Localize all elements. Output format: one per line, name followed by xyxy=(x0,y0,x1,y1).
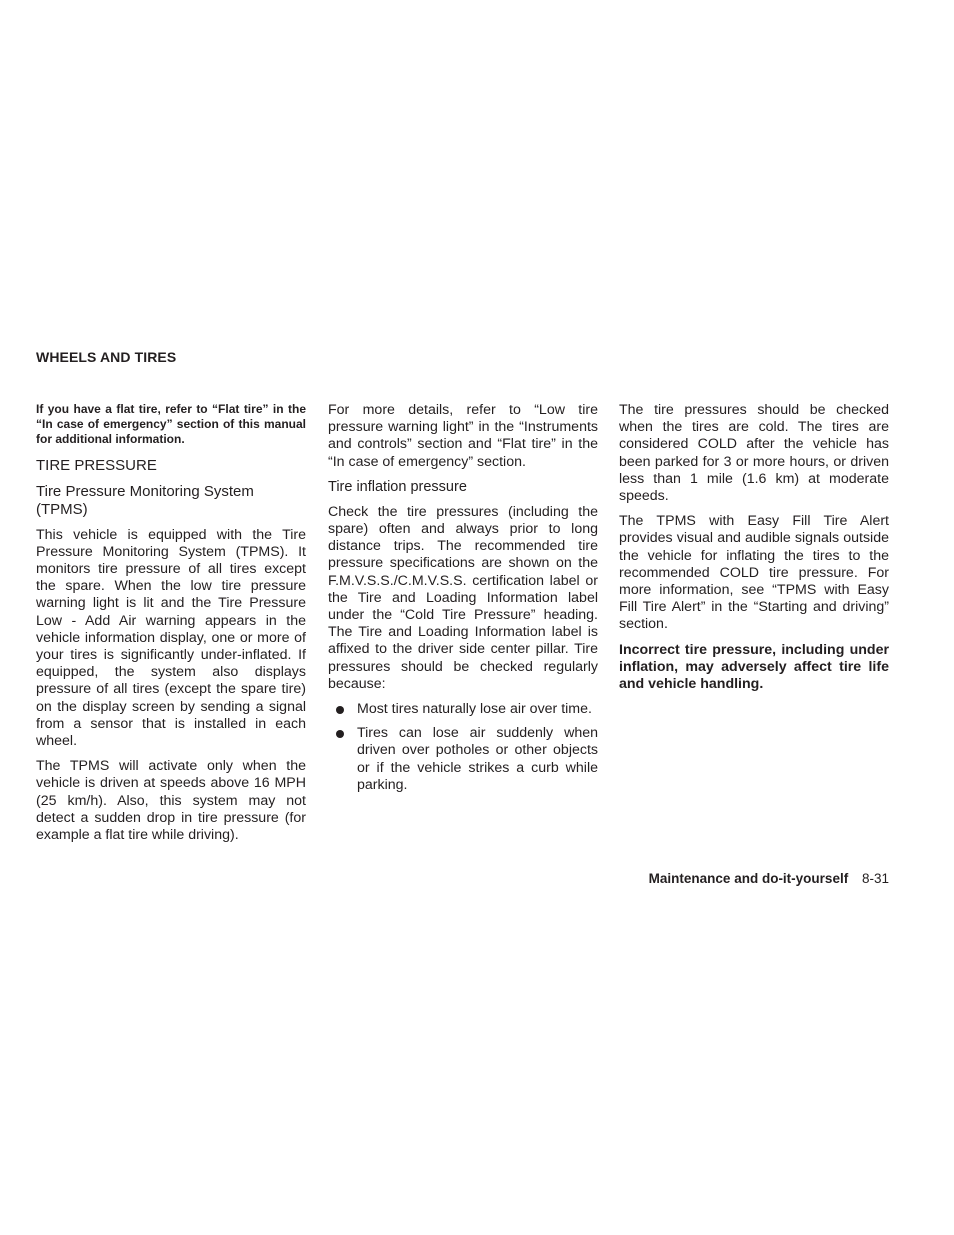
tire-pressure-heading: TIRE PRESSURE xyxy=(36,456,157,474)
flat-tire-note: If you have a flat tire, refer to “Flat tire” in the “In case of emergency” section of this manual for additional information. xyxy=(36,402,306,447)
tpms-heading: Tire Pressure Monitoring System (TPMS) xyxy=(36,482,254,518)
section-title: WHEELS AND TIRES xyxy=(36,349,177,365)
tpms-description-paragraph: This vehicle is equipped with the Tire Pressure Monitoring System (TPMS). It monitors tire pressure of all tires except the spare. When the low tire pressure warning light is lit and the Tire Pressure Low - Add Air warning appears in the vehicle information display, one or more of your tires is significantly under-inflated. If equipped, the system also displays pressure of all tires (except the spare tire) on the display screen by sending a signal from a sensor that is installed in each wheel. xyxy=(36,526,306,750)
column-left xyxy=(36,402,306,852)
incorrect-pressure-warning: Incorrect tire pressure, including under inflation, may adversely affect tire life and vehicle handling. xyxy=(619,641,889,693)
column-middle xyxy=(328,402,598,801)
tpms-activation-paragraph: The TPMS will activate only when the vehicle is driven at speeds above 16 MPH (25 km/h). Also, this system may not detect a sudden drop in tire pressure (for example a flat tire while driving). xyxy=(36,758,306,844)
page-number: 8-31 xyxy=(861,871,889,886)
column-right xyxy=(619,402,889,701)
chapter-title: Maintenance and do-it-yourself xyxy=(648,871,849,886)
tire-inflation-heading: Tire inflation pressure xyxy=(328,478,467,495)
cold-tires-paragraph: The tire pressures should be checked when the tires are cold. The tires are considered COLD after the vehicle has been parked for 3 or more hours, or driven less than 1 mile (1.6 km) at moderate speeds. xyxy=(619,402,889,505)
bullet-icon xyxy=(336,730,344,738)
page-footer xyxy=(649,871,889,886)
bullet-icon xyxy=(336,706,344,714)
reasons-list xyxy=(328,701,598,794)
list-item xyxy=(328,701,598,718)
list-item xyxy=(328,725,598,794)
list-item-text: Tires can lose air suddenly when driven over potholes or other objects or if the vehicle strikes a curb while parking. xyxy=(357,725,598,793)
check-pressure-paragraph: Check the tire pressures (including the spare) often and always prior to long distance trips. The recommended tire pressure specifications are shown on the F.M.V.S.S./C.M.V.S.S. certification label or the Tire and Loading Information label under the “Cold Tire Pressure” heading. The Tire and Loading Information label is affixed to the driver side center pillar. Tire pressures should be checked regularly because: xyxy=(328,503,598,692)
more-details-paragraph: For more details, refer to “Low tire pressure warning light” in the “Instruments and controls” section and “Flat tire” in the “In case of emergency” section. xyxy=(328,402,598,470)
list-item-text: Most tires naturally lose air over time. xyxy=(357,701,592,718)
easy-fill-paragraph: The TPMS with Easy Fill Tire Alert provides visual and audible signals outside the vehicle for inflating the tires to the recommended COLD tire pressure. For more information, see “TPMS with Easy Fill Tire Alert” in the “Starting and driving” section. xyxy=(619,513,889,633)
